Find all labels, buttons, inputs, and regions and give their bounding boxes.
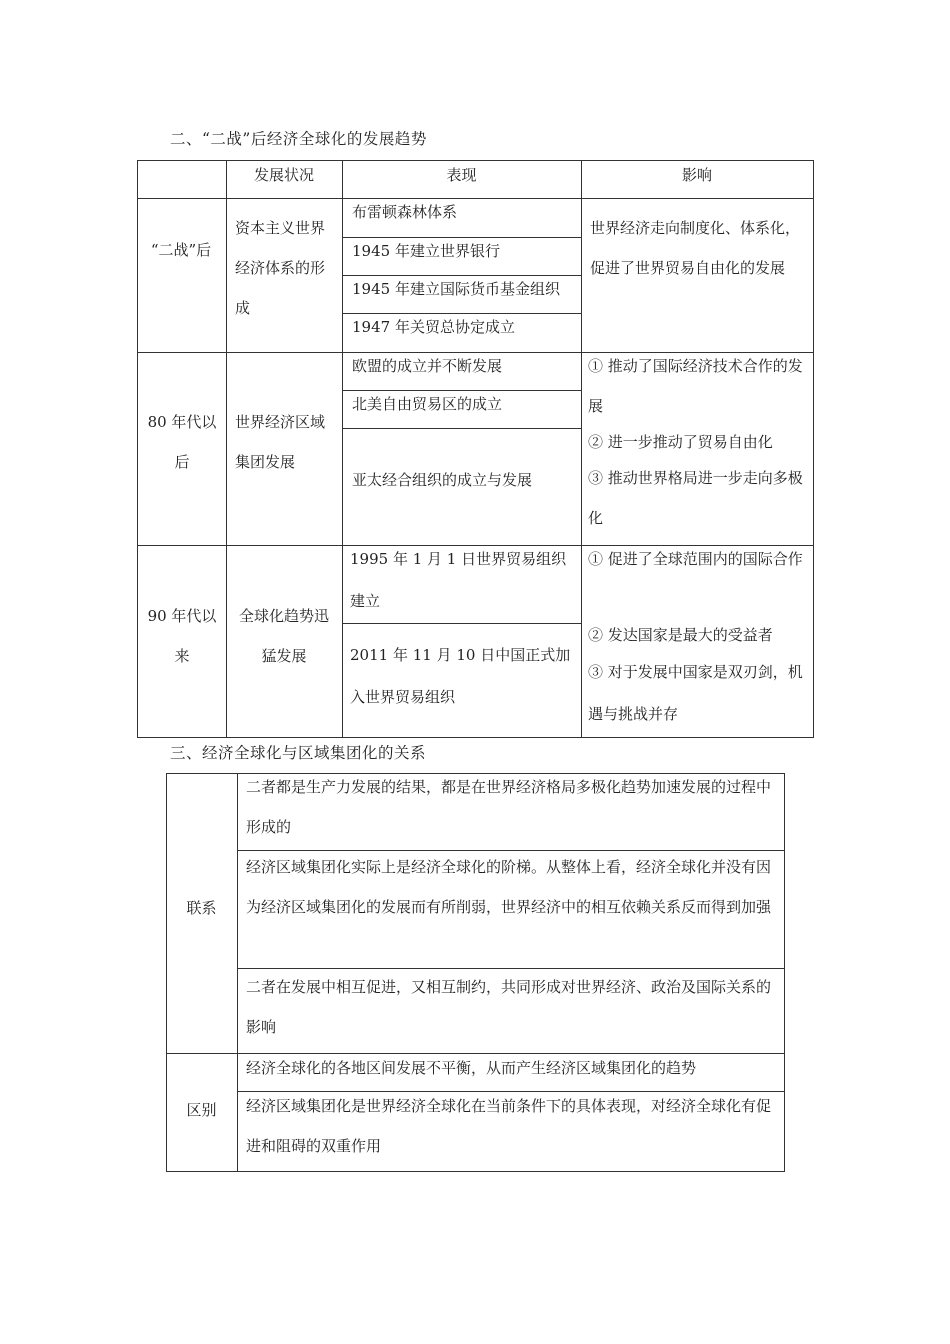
status-regional-bloc: 世界经济区域集团发展: [235, 413, 326, 471]
header-performance: 表现: [446, 166, 477, 184]
label-qubie: 区别: [186, 1101, 217, 1119]
item-world-bank: 1945 年建立世界银行: [352, 242, 500, 260]
period-postwar: “二战”后: [150, 241, 212, 259]
section2-heading: 二、“二战”后经济全球化的发展趋势: [170, 130, 427, 148]
lianxi-2: 经济区域集团化实际上是经济全球化的阶梯。从整体上看，经济全球化并没有因为经济区域集团化的发展而有所削弱，世界经济中的相互依赖关系反而得到加强: [246, 858, 772, 916]
item-china-wto: 2011 年 11 月 10 日中国正式加入世界贸易组织: [350, 646, 571, 706]
header-status: 发展状况: [253, 166, 314, 184]
item-wto: 1995 年 1 月 1 日世界贸易组织建立: [350, 550, 567, 610]
status-capitalist-system: 资本主义世界经济体系的形成: [235, 219, 326, 317]
item-imf: 1945 年建立国际货币基金组织: [352, 280, 560, 298]
status-globalization: 全球化趋势迅猛发展: [238, 607, 329, 665]
impact-row3-2: ② 发达国家是最大的受益者: [588, 626, 773, 644]
section3-heading: 三、经济全球化与区域集团化的关系: [170, 744, 427, 762]
item-nafta: 北美自由贸易区的成立: [352, 395, 503, 413]
item-apec: 亚太经合组织的成立与发展: [352, 471, 533, 489]
period-80s: 80 年代以后: [147, 413, 217, 471]
impact-row2-3: ③ 推动世界格局进一步走向多极化: [588, 469, 803, 527]
item-eu: 欧盟的成立并不断发展: [352, 357, 503, 375]
impact-row2-2: ② 进一步推动了贸易自由化: [588, 433, 773, 451]
lianxi-1: 二者都是生产力发展的结果，都是在世界经济格局多极化趋势加速发展的过程中形成的: [246, 778, 772, 836]
impact-row3-1: ① 促进了全球范围内的国际合作: [588, 550, 803, 568]
impact-row2-1: ① 推动了国际经济技术合作的发展: [588, 357, 803, 415]
item-gatt: 1947 年关贸总协定成立: [352, 318, 515, 336]
label-lianxi: 联系: [186, 899, 217, 917]
qubie-1: 经济全球化的各地区间发展不平衡，从而产生经济区域集团化的趋势: [246, 1059, 697, 1077]
period-90s: 90 年代以来: [147, 607, 217, 665]
impact-row1: 世界经济走向制度化、体系化，促进了世界贸易自由化的发展: [590, 219, 801, 277]
qubie-2: 经济区域集团化是世界经济全球化在当前条件下的具体表现，对经济全球化有促进和阻碍的双重作用: [246, 1097, 772, 1155]
header-impact: 影响: [681, 166, 712, 184]
impact-row3-3: ③ 对于发展中国家是双刃剑，机遇与挑战并存: [588, 663, 803, 723]
lianxi-3: 二者在发展中相互促进，又相互制约，共同形成对世界经济、政治及国际关系的影响: [246, 978, 772, 1036]
item-bretton-woods: 布雷顿森林体系: [352, 203, 458, 221]
